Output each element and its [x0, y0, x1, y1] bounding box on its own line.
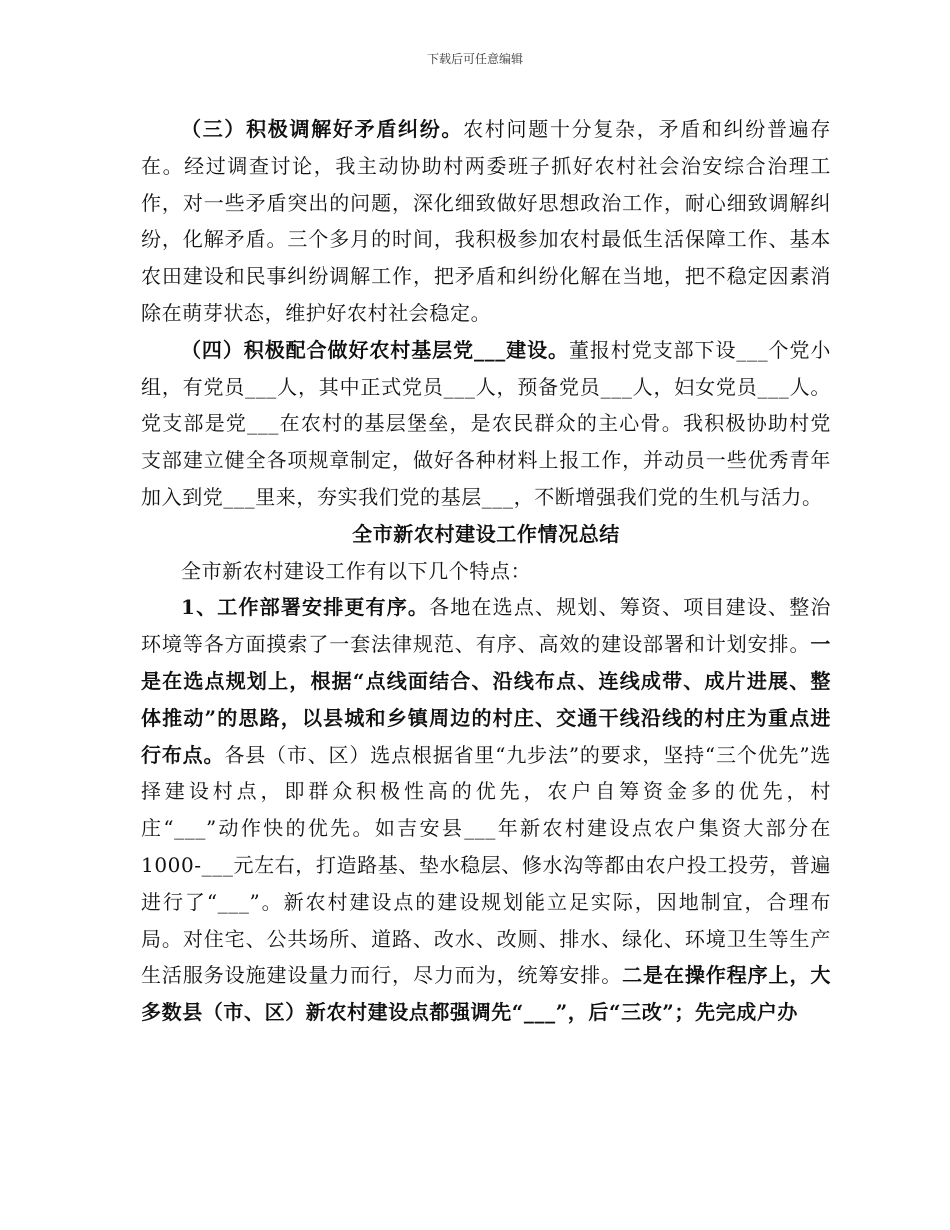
section-3-body: 农村问题十分复杂，矛盾和纠纷普遍存在。经过调查讨论，我主动协助村两委班子抓好农村社会治安综合治理工作，对一些矛盾突出的问题，深化细致做好思想政治工作，耐心细致调解纠纷，化解矛盾。三个多月的时间，我积极参加农村最低生活保障工作、基本农田建设和民事纠纷调解工作，把矛盾和纠纷化解在当地，把不稳定因素消除在萌芽状态，维护好农村社会稳定。: [141, 117, 831, 325]
section-4-body: 董报村党支部下设___个党小组，有党员___人，其中正式党员___人，预备党员___人，妇女党员___人。党支部是党___在农村的基层堡垒，是农民群众的主心骨。我积极协助村党支部建立健全各项规章制定，做好各种材料上报工作，并动员一些优秀青年加入到党___里来，夯实我们党的基层___，不断增强我们党的生机与活力。: [141, 337, 832, 509]
document-body: [141, 111, 831, 1031]
point-1-body-2: 各县（市、区）选点根据省里“九步法”的要求，坚持“三个优先”选择建设村点，即群众积极性高的优先，农户自筹资金多的优先，村庄“___”动作快的优先。如吉安县___年新农村建设点农户集资大部分在1000-___元左右，打造路基、垫水稳层、修水沟等都由农户投工投劳，普遍进行了“___”。新农村建设点的建设规划能立足实际，因地制宜，合理布局。对住宅、公共场所、道路、改水、改厕、排水、绿化、环境卫生等生产生活服务设施建设量力而行，尽力而为，统筹安排。: [141, 742, 831, 988]
document-title: 全市新农村建设工作情况总结: [352, 521, 620, 546]
paragraph-section-4: [141, 332, 831, 516]
section-4-heading: （四）积极配合做好农村基层党___建设。: [181, 337, 569, 362]
intro-text: 全市新农村建设工作有以下几个特点：: [181, 558, 532, 583]
section-3-heading: （三）积极调解好矛盾纠纷。: [181, 117, 464, 141]
point-1-subpoint-1: 一是在选点规划上，根据“点线面结合、沿线布点、连线成带、成片进展、整体推动”的思路，以县城和乡镇周边的村庄、交通干线沿线的村庄为重点进行布点。: [141, 632, 831, 767]
paragraph-point-1: [141, 589, 831, 1031]
page-header: 下载后可任意编辑: [426, 52, 523, 66]
point-1-body: 各地在选点、规划、筹资、项目建设、整治环境等各方面摸索了一套法律规范、有序、高效的建设部署和计划安排。: [141, 595, 831, 657]
point-1-subpoint-2: 二是在操作程序上，大多数县（市、区）新农村建设点都强调先“___”，后“三改”；先完成户办: [141, 963, 831, 1025]
intro-paragraph: [141, 553, 831, 590]
point-1-heading: 1、工作部署安排更有序。: [181, 595, 430, 620]
paragraph-section-3: [141, 111, 831, 332]
